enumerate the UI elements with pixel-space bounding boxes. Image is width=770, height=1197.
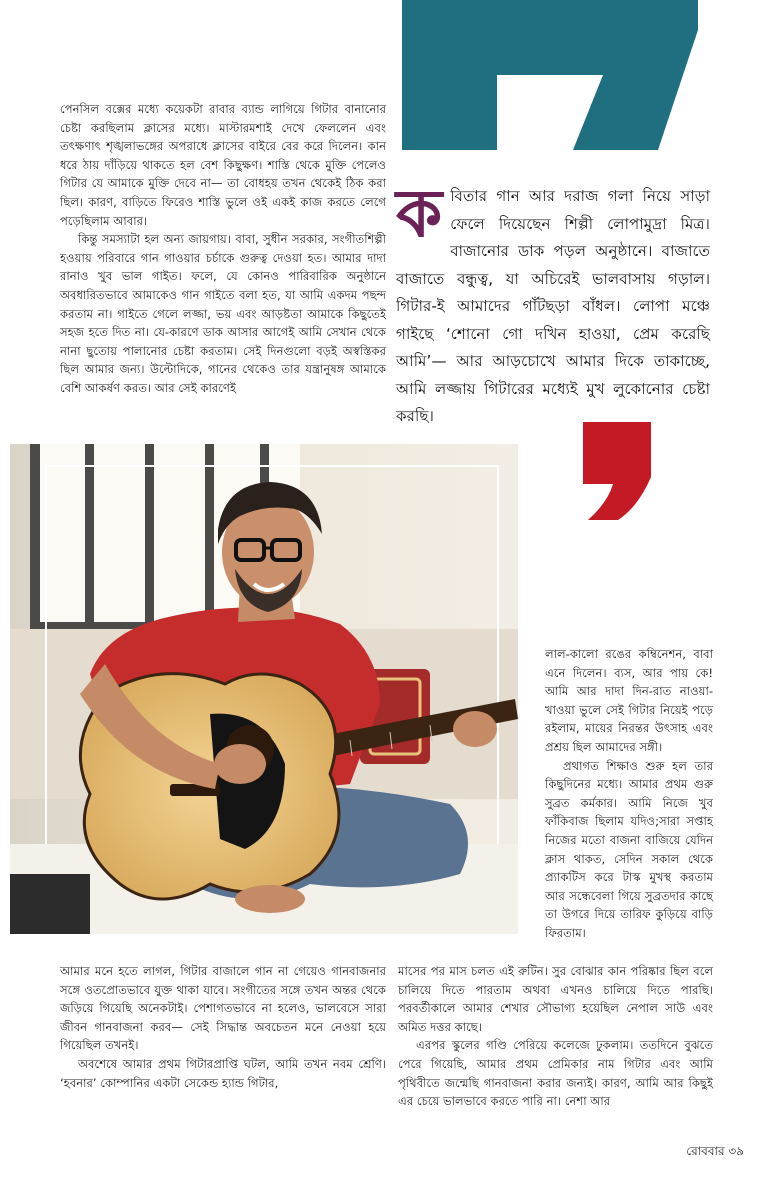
paragraph: লাল-কালো রঙের কম্বিনেশন, বাবা এনে দিলেন। ব্যস, আর পায় কে! আমি আর দাদা দিন-রাত নাওয়া-খাওয়া ভুলে সেই গিটার নিয়েই পড়ে রইলাম, মায়ের নিরন্তর উৎসাহ এবং প্রশ্রয় ছিল আমাদের সঙ্গী। bbox=[545, 647, 713, 754]
dropcap: ক bbox=[396, 174, 443, 252]
paragraph: প্রথাগত শিক্ষাও শুরু হল তার কিছুদিনের মধ্যে। আমার প্রথম গুরু সুব্রত কর্মকার। আমি নিজে খুব ফাঁকিবাজ ছিলাম যদিও;সারা সপ্তাহ নিজের মতো বাজনা বাজিয়ে যেদিন ক্লাস থাকত, সেদিন সকাল থেকে প্র্যাকটিস করে টাস্ক মুখস্থ করতাম আর সন্ধেবেলা গিয়ে সুব্রতদার কাছে তা উগরে দিয়ে তারিফ কুড়িয়ে বাড়ি ফিরতাম। bbox=[545, 758, 713, 940]
column-bottom-right bbox=[398, 962, 713, 1111]
page-folio: রোববার ৩৯ bbox=[686, 1144, 744, 1158]
column-top-left bbox=[60, 100, 386, 398]
intro-pullquote bbox=[396, 174, 710, 431]
column-bottom-left bbox=[60, 962, 386, 1092]
column-right-middle bbox=[545, 645, 713, 943]
close-quote-icon bbox=[583, 422, 653, 522]
paragraph: মাসের পর মাস চলত এই রুটিন। সুর বোঝার কান পরিষ্কার ছিল বলে চালিয়ে দিতে পারতাম অথবা এখনও চালিয়ে দিতে পারছি। পরবর্তীকালে আমার শেখার সৌভাগ্য হয়েছিল নেপাল সাউ এবং অমিত দত্তর কাছে। bbox=[398, 964, 713, 1034]
paragraph: কিন্তু সমস্যাটা হল অন্য জায়গায়। বাবা, সুধীন সরকার, সংগীতশিল্পী হওয়ায় পরিবারে গান গাওয়ার চর্চাকে গুরুত্ব দেওয়া হত। আমার দাদা রানাও খুব ভাল গাইত। ফলে, যে কোনও পারিবারিক অনুষ্ঠানে অবধারিতভাবে আমাকেও গান গাইতে বলা হত, যা আমি একদম পছন্দ করতাম না। গাইতে গেলে লজ্জা, ভয় এবং আড়ষ্টতা আমাকে কিছুতেই সহজ হতে দিত না। যে-কারণে ডাক আসার আগেই আমি সেখান থেকে নানা ছুতোয় পালানোর চেষ্টা করতাম। সেই দিনগুলো বড়ই অস্বস্তিকর ছিল আমার জন্য। উল্টোদিকে, গানের থেকেও তার যন্ত্রানুষঙ্গ আমাকে বেশি আকর্ষণ করত। আর সেই কারণেই bbox=[60, 232, 386, 395]
open-quote-icon bbox=[398, 0, 698, 150]
paragraph: অবশেষে আমার প্রথম গিটারপ্রাপ্তি ঘটল, আমি তখন নবম শ্রেণি। ‘হবনার’ কোম্পানির একটা সেকেন্ড হ্যান্ড গিটার, bbox=[60, 1056, 386, 1090]
paragraph: পেনসিল বক্সের মধ্যে কয়েকটা রাবার ব্যান্ড লাগিয়ে গিটার বানানোর চেষ্টা করছিলাম ক্লাসের মধ্যে। মাস্টারমশাই দেখে ফেললেন এবং তৎক্ষণাৎ শৃঙ্খলাভঙ্গের অপরাধে ক্লাসের বাইরে বের করে দিলেন। কান ধরে ঠায় দাঁড়িয়ে থাকতে হল বেশ কিছুক্ষণ। শাস্তি থেকে মুক্তি পেলেও গিটার যে আমাকে মুক্তি দেবে না— তা বোধহয় তখন থেকেই ঠিক করা ছিল। কারণ, বাড়িতে ফিরেও শাস্তি ভুলে ওই একই কাজ করতে লেগে পড়েছিলাম আবার। bbox=[60, 102, 386, 228]
intro-text: বিতার গান আর দরাজ গলা নিয়ে সাড়া ফেলে দিয়েছেন শিল্পী লোপামুদ্রা মিত্র। বাজানোর ডাক পড়ল অনুষ্ঠানে। বাজাতে বাজাতে বন্ধুত্ব, যা অচিরেই ভালবাসায় গড়াল। গিটার-ই আমাদের গাঁটছড়া বাঁধল। লোপা মঞ্চে গাইছে ‘শোনো গো দখিন হাওয়া, প্রেম করেছি আমি’— আর আড়চোখে আমার দিকে তাকাচ্ছে, আমি লজ্জায় গিটারের মধ্যেই মুখ লুকোনোর চেষ্টা করছি। bbox=[396, 187, 710, 425]
guitarist-photo bbox=[10, 444, 518, 934]
paragraph: এরপর স্কুলের গণ্ডি পেরিয়ে কলেজে ঢুকলাম। ততদিনে বুঝতে পেরে গিয়েছি, আমার প্রথম প্রেমিকার নাম গিটার এবং আমি পৃথিবীতে জন্মেছি গানবাজনা করার জন্যই। কারণ, আমি আর কিছুই এর চেয়ে ভালভাবে করতে পারি না। নেশা আর bbox=[398, 1038, 713, 1109]
paragraph: আমার মনে হতে লাগল, গিটার বাজালে গান না গেয়েও গানবাজনার সঙ্গে ওতপ্রোতভাবে যুক্ত থাকা যাবে। সংগীতের সঙ্গে তখন অন্তর থেকে জড়িয়ে গিয়েছি অনেকটাই। পেশাগতভাবে না হলেও, ভালবেসে সারা জীবন গানবাজনা করব— সেই সিদ্ধান্ত অবচেতন মনে নেওয়া হয়ে গিয়েছিল তখনই। bbox=[60, 964, 386, 1053]
